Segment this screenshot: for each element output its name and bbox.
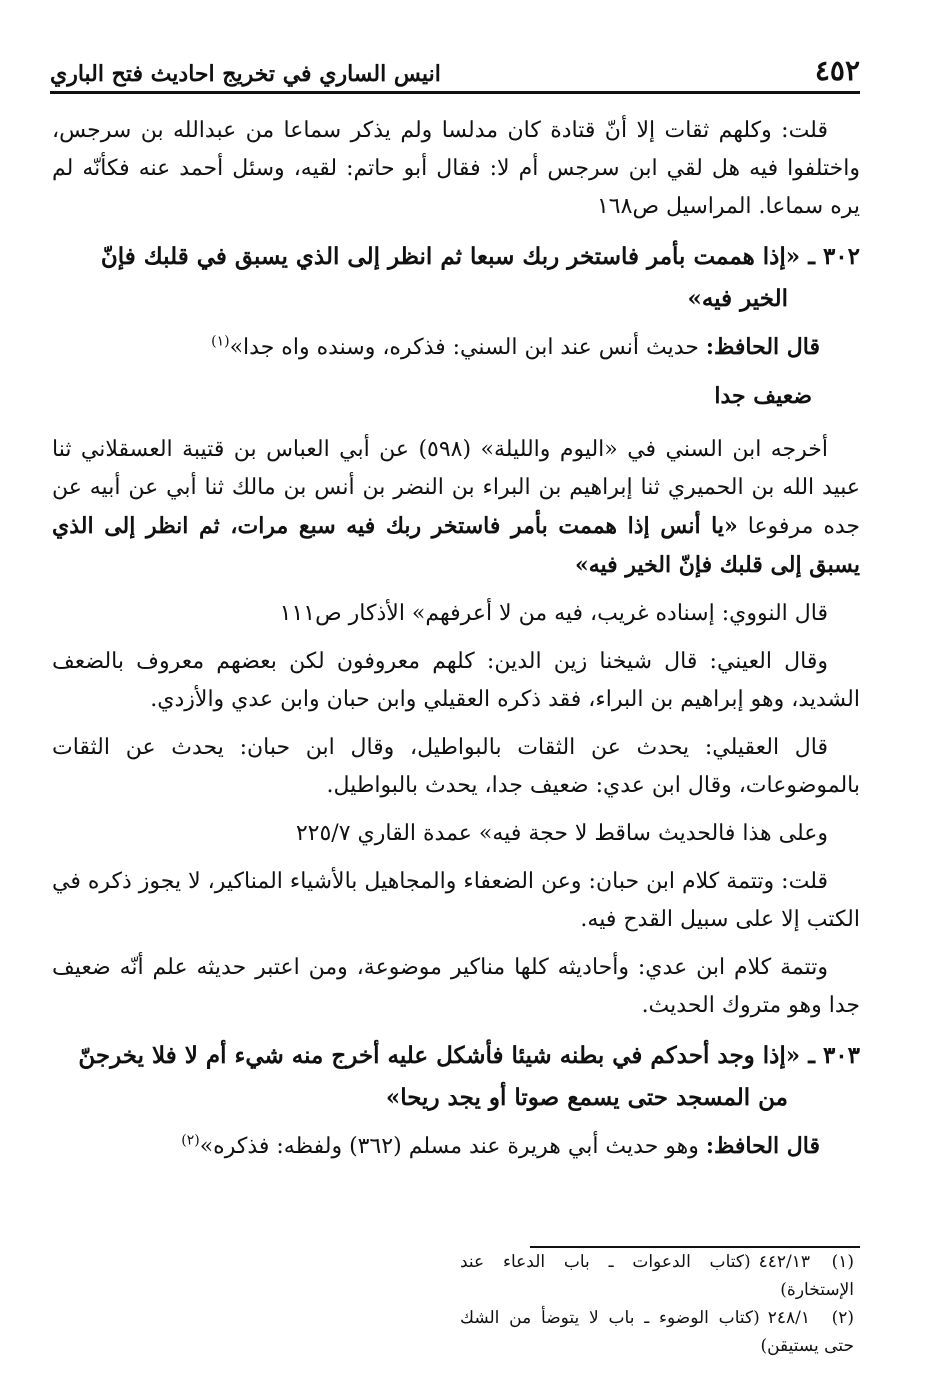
footnote-number: (١) [831, 1252, 854, 1272]
footnote-text: (كتاب الدعوات ـ باب الدعاء عند الإستخارة) [460, 1252, 854, 1300]
paragraph-qultu: قلت: وتتمة كلام ابن حبان: وعن الضعفاء والمجاهيل بالأشياء المناكير، لا يجوز ذكره في الكتب إلا على سبيل القدح فيه. [52, 869, 860, 932]
hadith-302-title [52, 236, 860, 320]
paragraph-takhrij [52, 431, 860, 585]
paragraph-ibn-adi: وتتمة كلام ابن عدي: وأحاديثه كلها مناكير موضوعة، ومن اعتبر حديثه علم أنّه ضعيف جدا وهو متروك الحديث. [52, 955, 860, 1018]
footnote-number: (٢) [831, 1308, 854, 1328]
hafiz-label: قال الحافظ: [705, 334, 820, 360]
page-header [50, 52, 860, 94]
hadith-303-text-line2: من المسجد حتى يسمع صوتا أو يجد ريحا» [385, 1084, 788, 1111]
hadith-302-hafiz-note [52, 328, 860, 367]
hadith-302-text-line1: «إذا هممت بأمر فاستخر ربك سبعا ثم انظر إلى الذي يسبق في قلبك فإنّ [100, 243, 801, 270]
footnote-text: (كتاب الوضوء ـ باب لا يتوضأ من الشك حتى يستيقن) [460, 1308, 854, 1356]
footnote-reference: ٤٤٢/١٣ [758, 1252, 810, 1272]
footnote-marker-1: (١) [211, 333, 230, 350]
hadith-303-text-line1: «إذا وجد أحدكم في بطنه شيئا فأشكل عليه أخرج منه شيء أم لا فلا يخرجنّ [78, 1042, 801, 1069]
paragraph-umda: وعلى هذا فالحديث ساقط لا حجة فيه» عمدة القاري ٢٢٥/٧ [295, 821, 828, 846]
footnote-1 [460, 1248, 860, 1304]
paragraph-uqayli: قال العقيلي: يحدث عن الثقات بالبواطيل، وقال ابن حبان: يحدث عن الثقات بالموضوعات، وقال ابن عدي: ضعيف جدا، يحدث بالبواطيل. [52, 735, 860, 798]
hadith-303-hafiz-note [52, 1127, 860, 1166]
hafiz-label: قال الحافظ: [705, 1133, 820, 1159]
footnote-2 [460, 1304, 860, 1360]
takhrij-chain: أخرجه ابن السني في «اليوم والليلة» (٥٩٨) عن أبي العباس بن قتيبة العسقلاني ثنا عبيد الله بن الحميري ثنا إبراهيم بن البراء بن النضر بن أنس بن مالك ثنا أبي عن أبيه عن جده مرفوعا [52, 437, 860, 539]
page-body [52, 112, 860, 1176]
hafiz-text: وهو حديث أبي هريرة عند مسلم (٣٦٢) ولفظه: فذكره» [199, 1134, 699, 1159]
takhrij-matn: «يا أنس إذا هممت بأمر فاستخر ربك فيه سبع مرات، ثم انظر إلى الذي يسبق إلى قلبك فإنّ الخير فيه» [52, 513, 860, 578]
hafiz-text: حديث أنس عند ابن السني: فذكره، وسنده واه جدا» [229, 335, 699, 360]
hadith-303-title [52, 1035, 860, 1119]
paragraph-ayni: وقال العيني: قال شيخنا زين الدين: كلهم معروفون لكن بعضهم معروف بالضعف الشديد، وهو إبراهيم بن البراء، فقد ذكره العقيلي وابن حبان وابن عدي والأزدي. [52, 649, 860, 712]
running-title: انيس الساري في تخريج احاديث فتح الباري [50, 61, 441, 87]
grade-heading: ضعيف جدا [714, 383, 812, 409]
hadith-302-number: ٣٠٢ ـ [808, 243, 860, 270]
footnote-reference: ٢٤٨/١ [767, 1308, 810, 1328]
page-number: ٤٥٢ [814, 54, 860, 87]
paragraph-qatada: قلت: وكلهم ثقات إلا أنّ قتادة كان مدلسا ولم يذكر سماعا من عبدالله بن سرجس، واختلفوا فيه هل لقي ابن سرجس أم لا: فقال أبو حاتم: لقيه، وسئل أحمد عنه فكأنّه لم يره سماعا. المراسيل ص١٦٨ [52, 118, 860, 219]
hadith-303-number: ٣٠٣ ـ [808, 1042, 860, 1069]
footnote-marker-2: (٢) [181, 1132, 200, 1149]
footnotes [460, 1246, 860, 1360]
hadith-302-text-line2: الخير فيه» [687, 285, 788, 312]
paragraph-nawawi: قال النووي: إسناده غريب، فيه من لا أعرفهم» الأذكار ص١١١ [279, 601, 828, 626]
